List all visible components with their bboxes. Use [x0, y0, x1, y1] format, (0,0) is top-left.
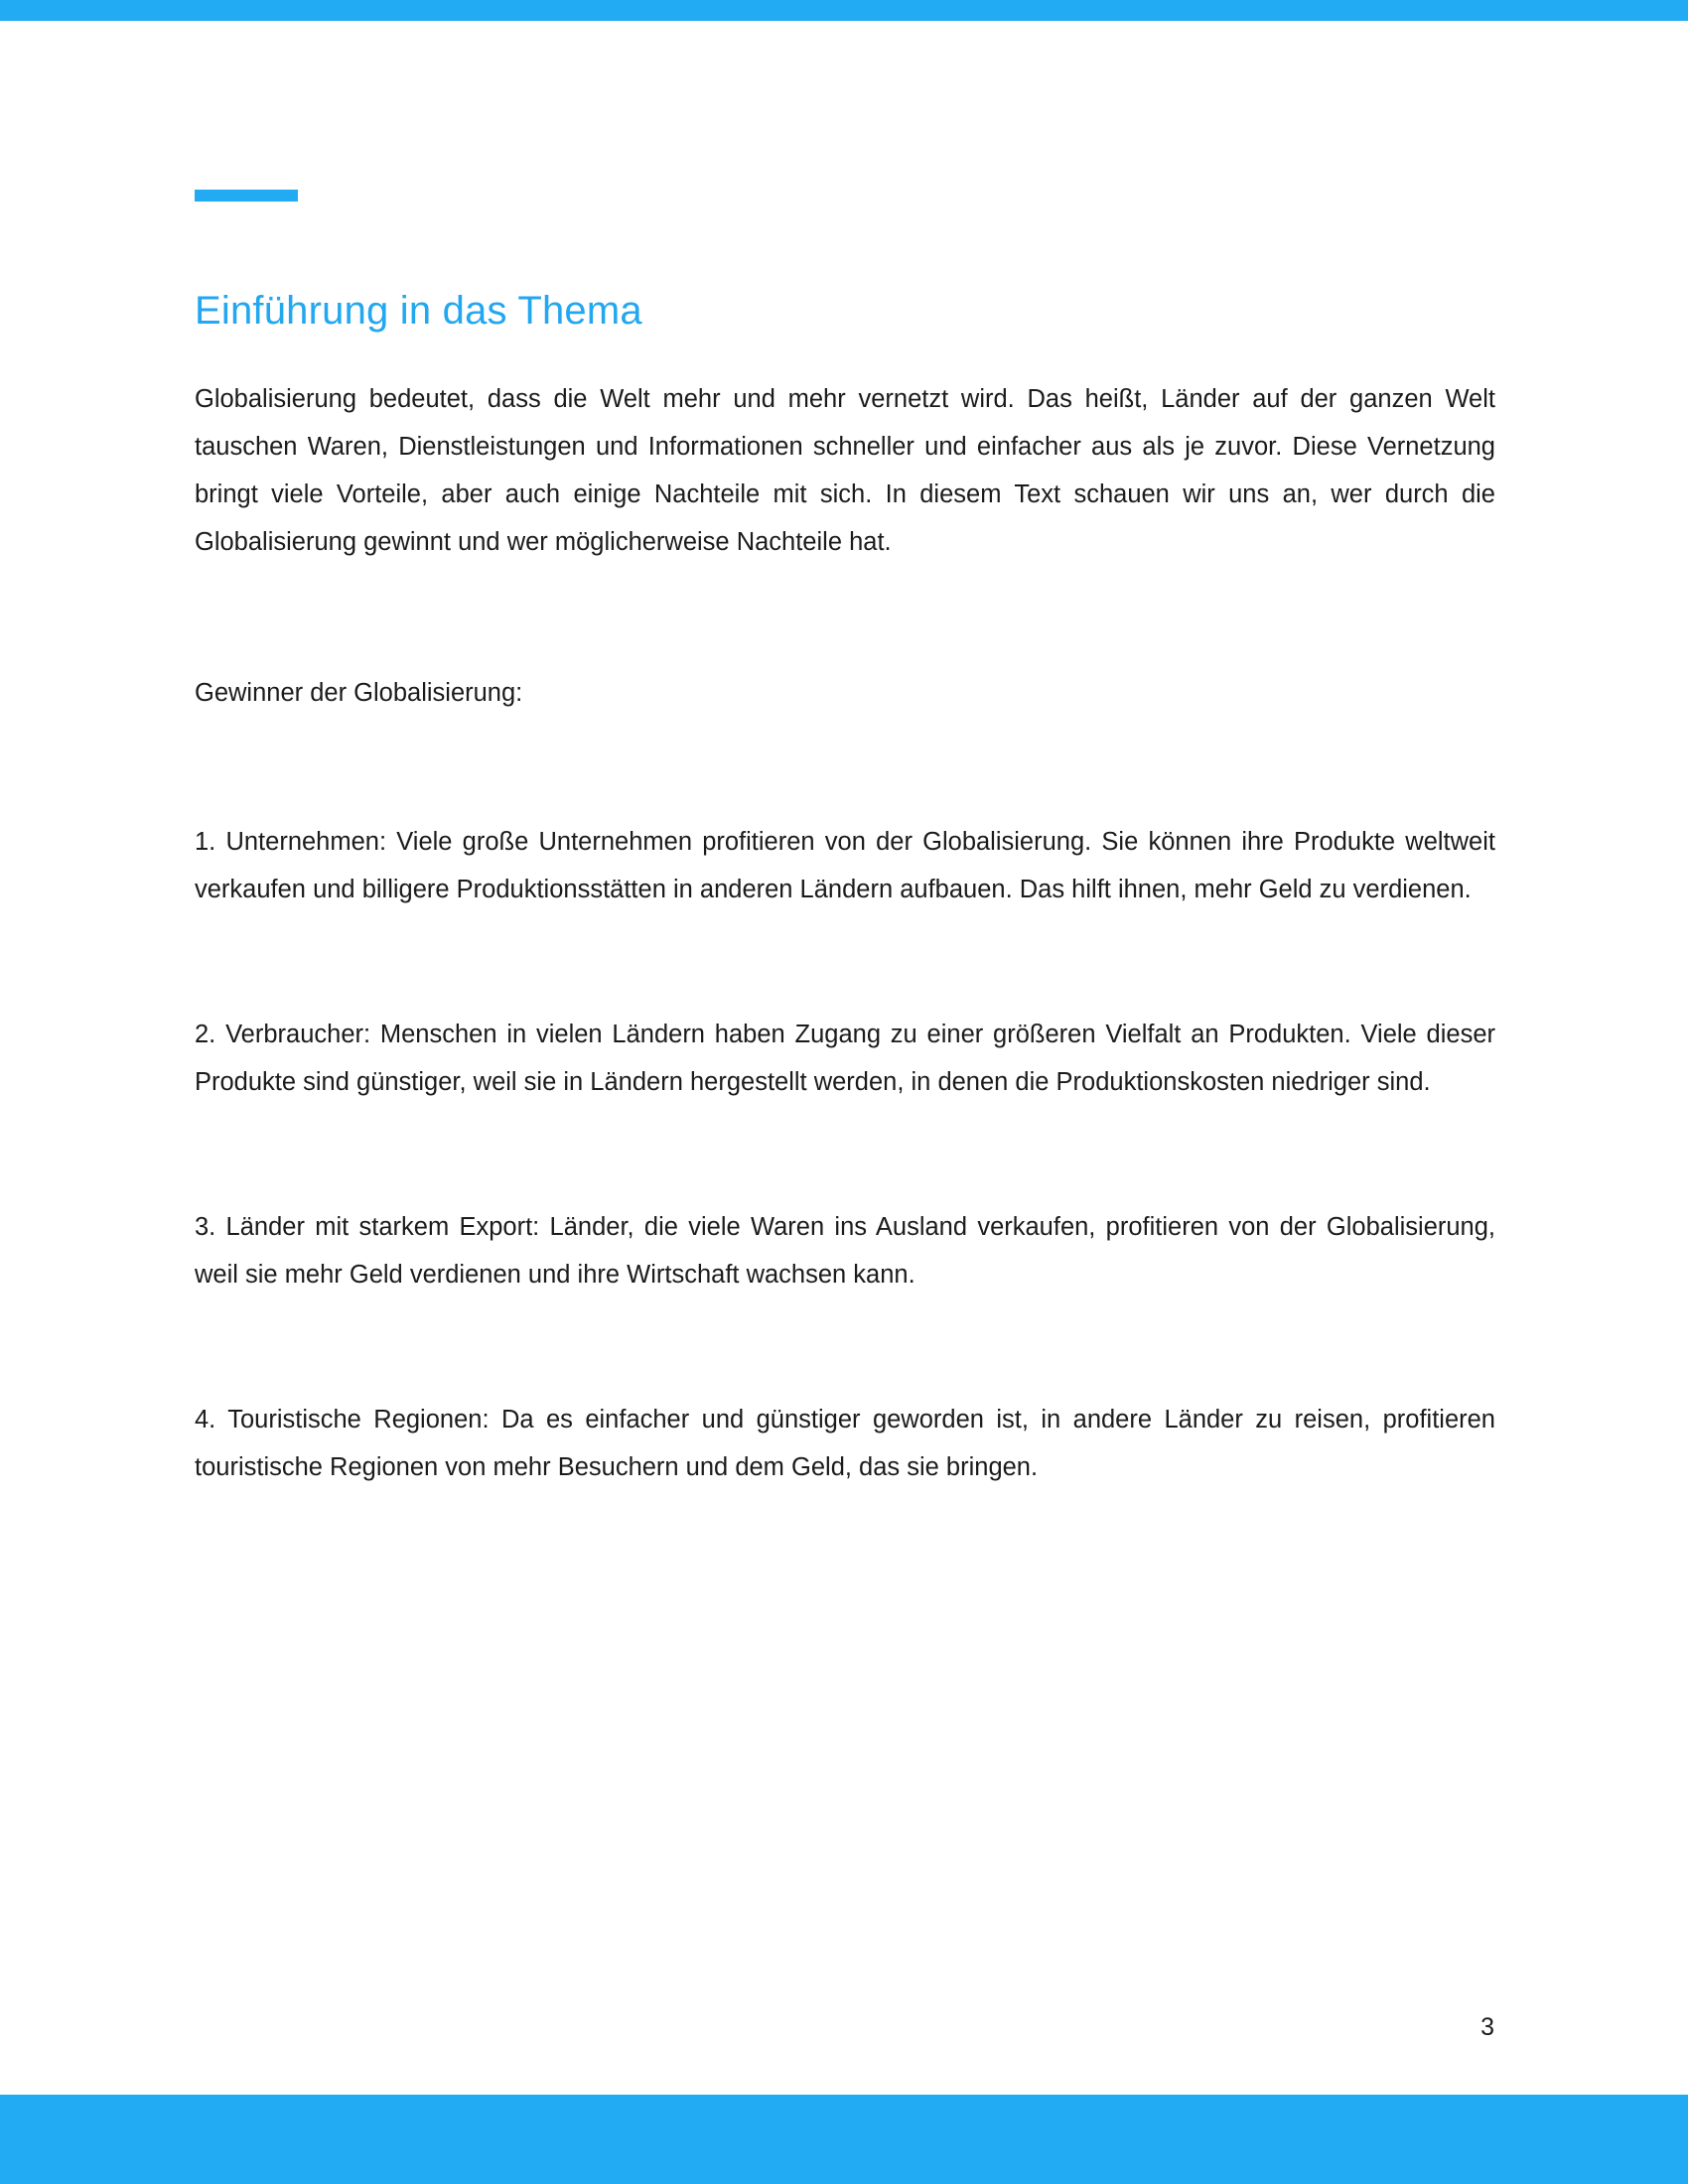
section-accent-rule [195, 190, 298, 202]
lead-in-text: Gewinner der Globalisierung: [195, 679, 523, 707]
list-item: 4. Touristische Regionen: Da es einfacher und günstiger geworden ist, in andere Länder zu reisen, profitieren touristische Regionen von mehr Besuchern und dem Geld, das sie bringen. [195, 1406, 1495, 1481]
page-title: Einführung in das Thema [195, 289, 642, 333]
intro-paragraph: Globalisierung bedeutet, dass die Welt mehr und mehr vernetzt wird. Das heißt, Länder auf der ganzen Welt tauschen Waren, Dienstleistungen und Informationen schneller und einfacher aus als je zuvor. Diese Vernetzung bringt viele Vorteile, aber auch einige Nachteile mit sich. In diesem Text schauen wir uns an, wer durch die Globalisierung gewinnt und wer möglicherweise Nachteile hat. [195, 385, 1495, 556]
list-item: 2. Verbraucher: Menschen in vielen Ländern haben Zugang zu einer größeren Vielfalt an Produkten. Viele dieser Produkte sind günstiger, weil sie in Ländern hergestellt werden, in denen die Produktionskosten niedriger sind. [195, 1021, 1495, 1096]
page-number: 3 [1480, 2013, 1494, 2041]
list-item: 1. Unternehmen: Viele große Unternehmen profitieren von der Globalisierung. Sie können ihre Produkte weltweit verkaufen und billigere Produktionsstätten in anderen Ländern aufbauen. Das hilft ihnen, mehr Geld zu verdienen. [195, 828, 1495, 903]
page-content [195, 288, 1495, 1491]
top-accent-bar [0, 0, 1688, 21]
list-item: 3. Länder mit starkem Export: Länder, die viele Waren ins Ausland verkaufen, profitieren von der Globalisierung, weil sie mehr Geld verdienen und ihre Wirtschaft wachsen kann. [195, 1213, 1495, 1289]
bottom-accent-bar [0, 2095, 1688, 2184]
